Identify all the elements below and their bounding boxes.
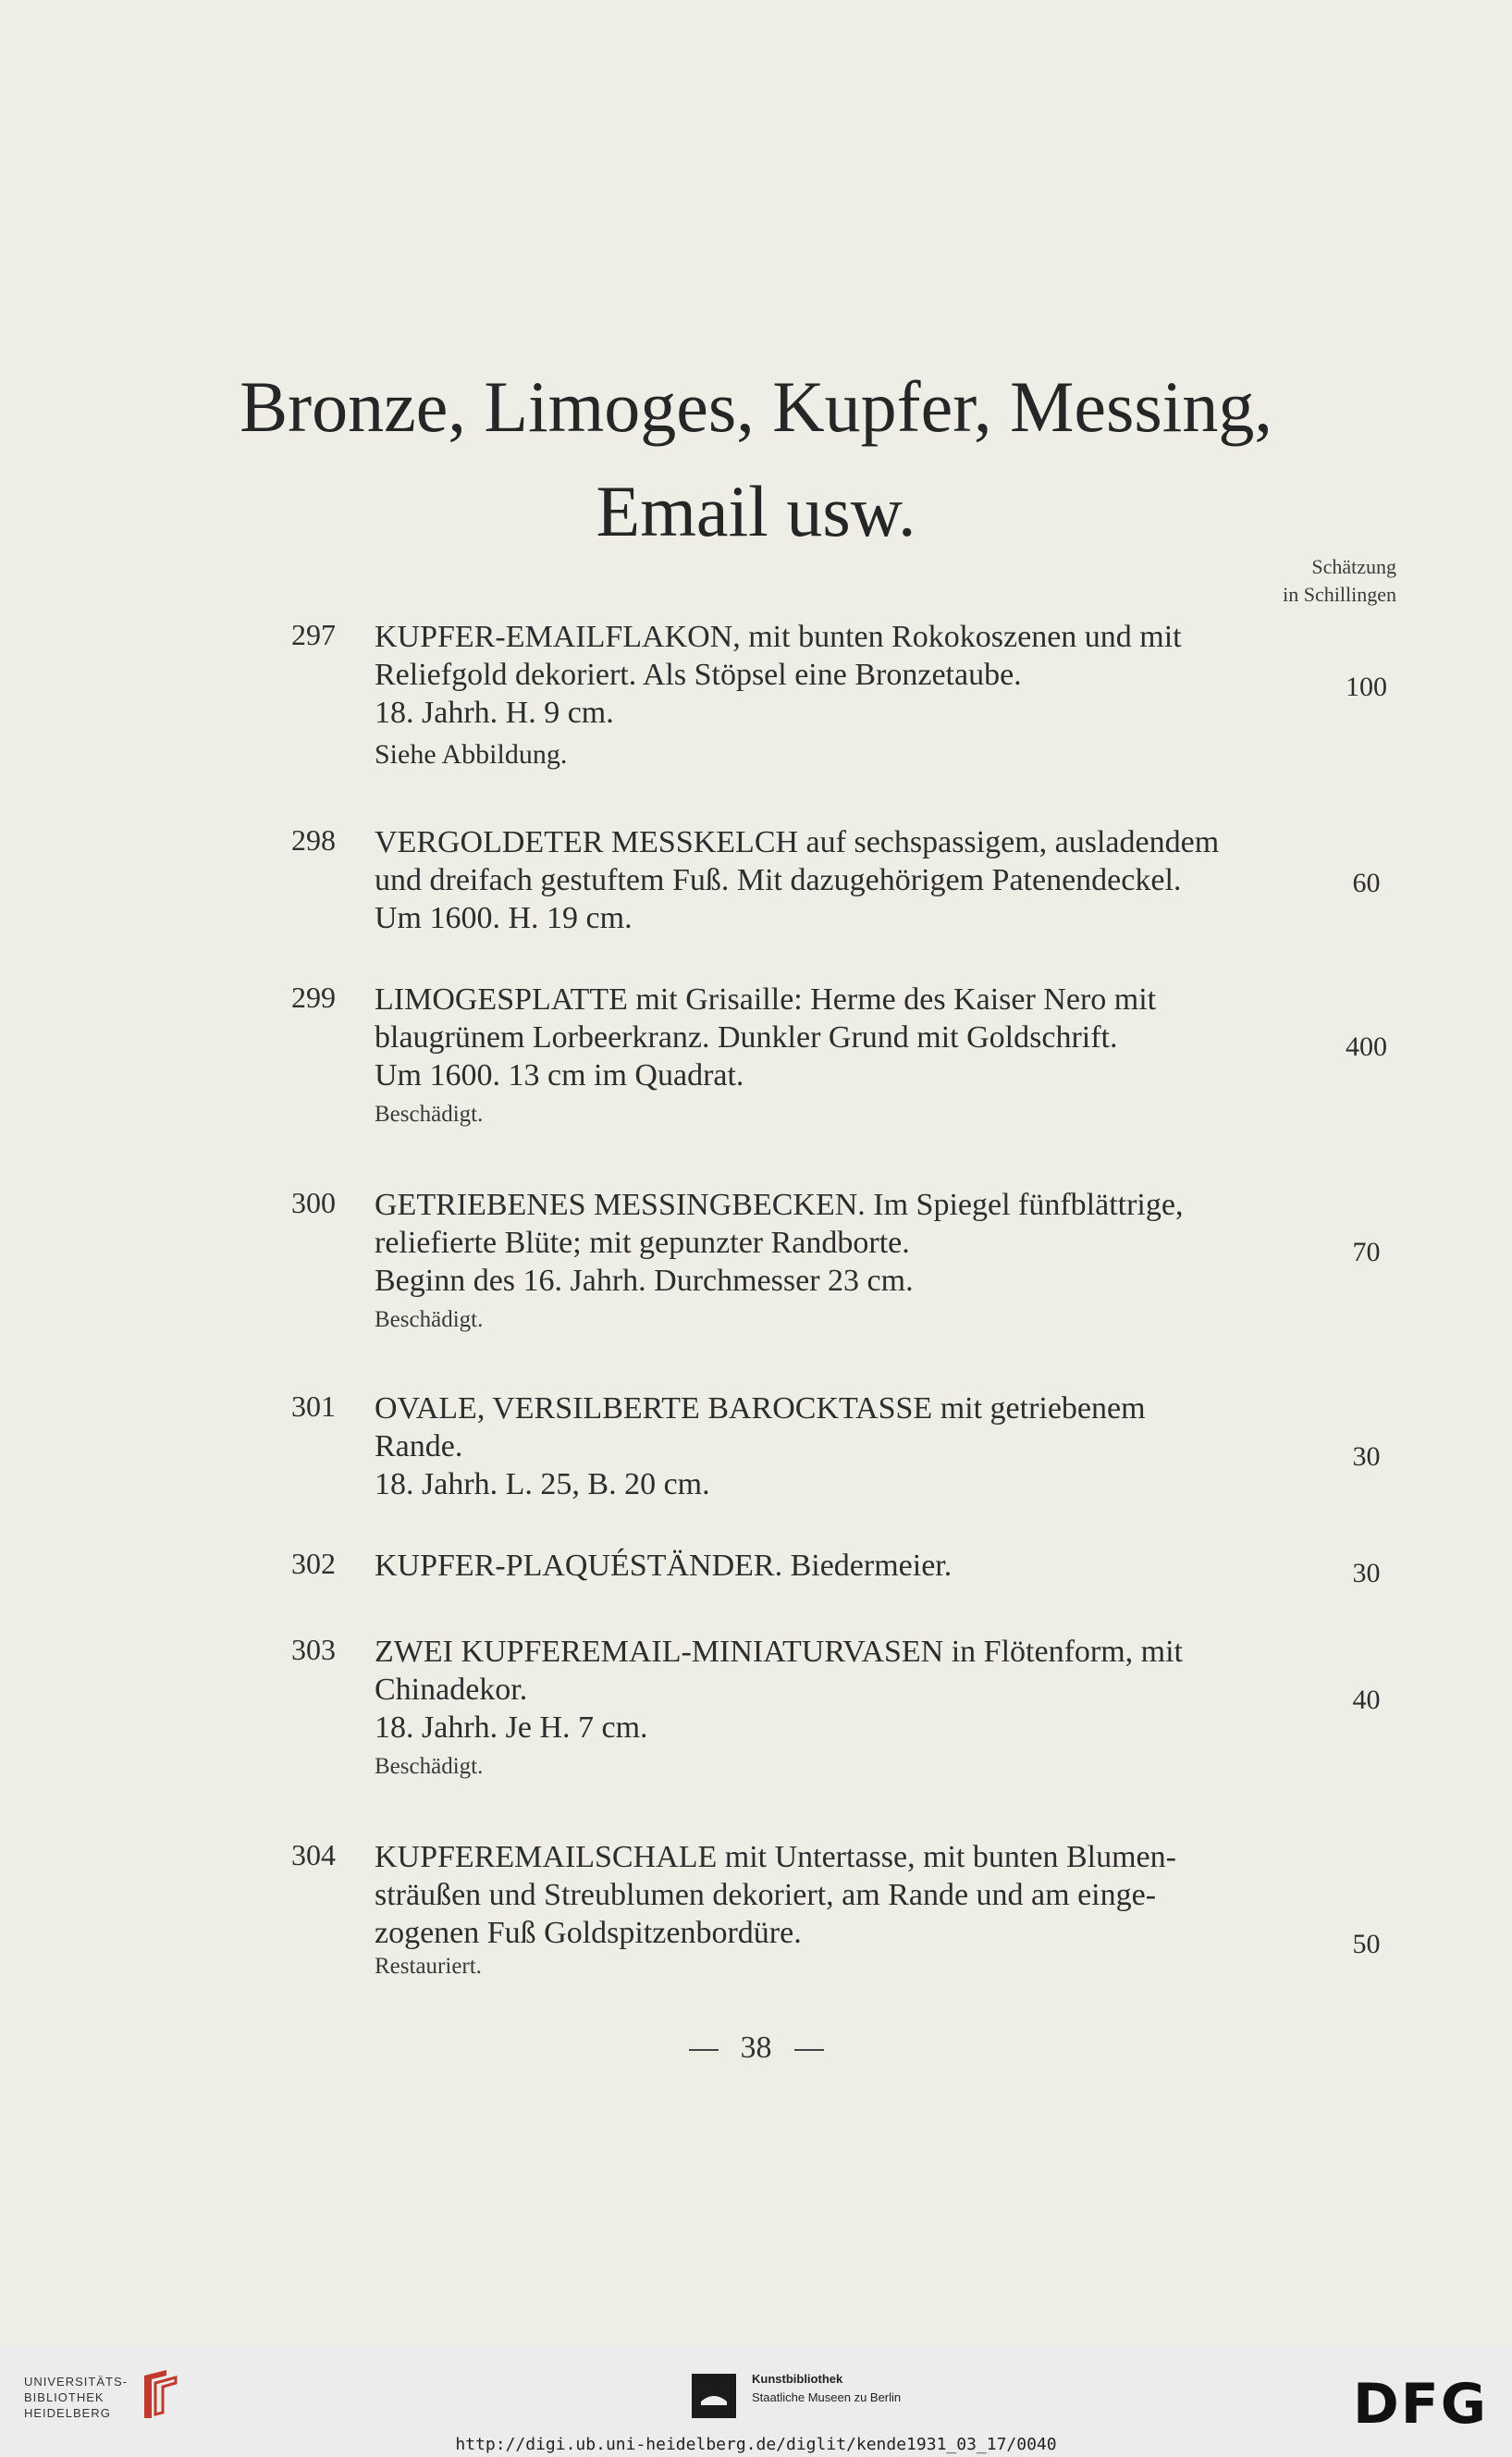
description-line: VERGOLDETER MESSKELCH auf sechspassigem, ausladendem (375, 825, 1220, 859)
lot-description (375, 981, 1295, 1130)
lot-description (375, 1547, 1295, 1585)
lot-estimate: 70 (1352, 1237, 1381, 1267)
kunstbibliothek-name: Kunstbibliothek (752, 2372, 843, 2386)
lot-estimate: 60 (1352, 868, 1381, 898)
dfg-logo: DFG (1352, 2372, 1488, 2437)
description-line: blaugrünem Lorbeerkranz. Dunkler Grund mit Goldschrift. (375, 1020, 1118, 1055)
library-line: UNIVERSITÄTS- (24, 2375, 128, 2389)
lot-number: 301 (291, 1389, 336, 1423)
description-line: KUPFER-PLAQUÉSTÄNDER. Biedermeier. (375, 1549, 953, 1583)
lot-estimate: 400 (1346, 1031, 1387, 1062)
lot-number: 300 (291, 1186, 336, 1219)
description-line: ZWEI KUPFEREMAIL-MINIATURVASEN in Flötenform, mit (375, 1635, 1184, 1669)
library-line: HEIDELBERG (24, 2406, 111, 2420)
dash-left (689, 2049, 719, 2051)
lot-estimate: 30 (1352, 1558, 1381, 1588)
description-line: 18. Jahrh. H. 9 cm. (375, 696, 614, 730)
lot-number: 299 (291, 981, 336, 1014)
lot-number: 302 (291, 1547, 336, 1580)
description-line: Beginn des 16. Jahrh. Durchmesser 23 cm. (375, 1264, 914, 1298)
description-line: KUPFEREMAILSCHALE mit Untertasse, mit bunten Blumen- (375, 1840, 1176, 1874)
lot-description (375, 1389, 1295, 1503)
description-line: 18. Jahrh. L. 25, B. 20 cm. (375, 1467, 710, 1501)
description-line: reliefierte Blüte; mit gepunzter Randborte. (375, 1226, 910, 1260)
section-title-line1: Bronze, Limoges, Kupfer, Messing, (240, 366, 1272, 447)
lot-description (375, 1186, 1295, 1335)
lot-note: Beschädigt. (375, 1102, 484, 1127)
description-line: KUPFER-EMAILFLAKON, mit bunten Rokokoszenen und mit (375, 620, 1182, 654)
lot-description (375, 1633, 1295, 1782)
dash-right (794, 2049, 824, 2051)
lot-number: 304 (291, 1838, 336, 1871)
lot-number: 297 (291, 618, 336, 651)
description-line: Rande. (375, 1429, 463, 1463)
page-number-text: 38 (740, 2031, 772, 2065)
description-line: Um 1600. H. 19 cm. (375, 901, 633, 935)
lot-number: 298 (291, 823, 336, 857)
lot-note: Beschädigt. (375, 1754, 484, 1779)
permalink-url[interactable]: http://digi.ub.uni-heidelberg.de/diglit/kende1931_03_17/0040 (455, 2435, 1057, 2454)
digitization-footer (0, 2346, 1512, 2457)
library-line: BIBLIOTHEK (24, 2390, 104, 2404)
university-library-logo-icon (139, 2366, 179, 2422)
description-line: sträußen und Streublumen dekoriert, am Rande und am einge- (375, 1878, 1157, 1912)
estimate-column-header (1283, 553, 1396, 609)
kunstbibliothek-mark-icon (692, 2374, 736, 2418)
description-line: LIMOGESPLATTE mit Grisaille: Herme des Kaiser Nero mit (375, 982, 1157, 1017)
lot-note: Restauriert. (375, 1954, 482, 1979)
description-line: zogenen Fuß Goldspitzenbordüre. (375, 1916, 802, 1950)
lot-estimate: 50 (1352, 1929, 1381, 1959)
estimate-header-line2: in Schillingen (1283, 583, 1396, 606)
kunstbibliothek-logo-icon (692, 2374, 736, 2418)
lot-description (375, 1838, 1295, 1982)
section-title-line2: Email usw. (596, 471, 916, 551)
description-line: Um 1600. 13 cm im Quadrat. (375, 1058, 744, 1093)
estimate-header-line1: Schätzung (1311, 555, 1396, 578)
page-number (0, 2031, 1512, 2066)
lot-description (375, 618, 1295, 773)
description-line: Reliefgold dekoriert. Als Stöpsel eine Bronzetaube. (375, 658, 1022, 692)
description-line: GETRIEBENES MESSINGBECKEN. Im Spiegel fünfblättrige, (375, 1188, 1184, 1222)
lot-note: Siehe Abbildung. (375, 739, 568, 770)
lot-estimate: 30 (1352, 1441, 1381, 1472)
lot-note: Beschädigt. (375, 1307, 484, 1332)
university-library-name (24, 2374, 128, 2421)
lot-estimate: 100 (1346, 672, 1387, 702)
description-line: OVALE, VERSILBERTE BAROCKTASSE mit getriebenem (375, 1391, 1146, 1426)
description-line: und dreifach gestuftem Fuß. Mit dazugehörigem Patenendeckel. (375, 863, 1182, 897)
kunstbibliothek-subtitle: Staatliche Museen zu Berlin (752, 2390, 902, 2404)
lot-estimate: 40 (1352, 1685, 1381, 1715)
description-line: 18. Jahrh. Je H. 7 cm. (375, 1710, 648, 1745)
lot-description (375, 823, 1295, 937)
description-line: Chinadekor. (375, 1673, 528, 1707)
lot-number: 303 (291, 1633, 336, 1666)
